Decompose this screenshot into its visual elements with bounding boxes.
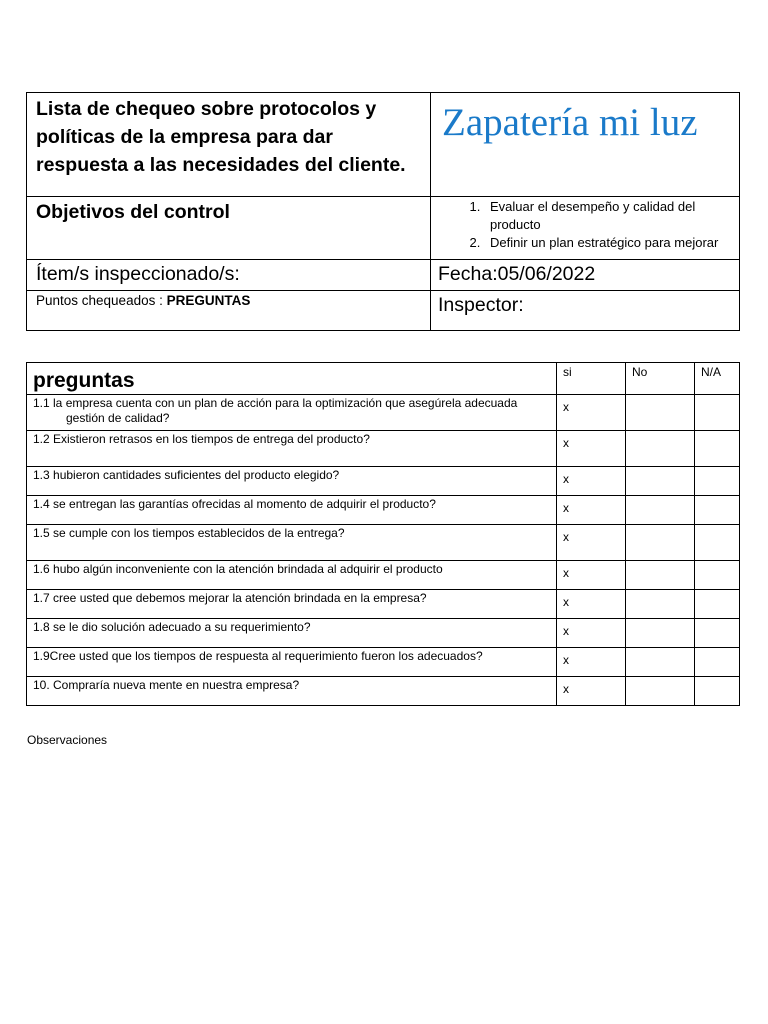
answer-si[interactable]: x: [557, 648, 626, 677]
table-row: [27, 619, 740, 648]
answer-si[interactable]: x: [557, 590, 626, 619]
question-text: 1.7 cree usted que debemos mejorar la atención brindada en la empresa?: [27, 590, 557, 619]
answer-na[interactable]: [695, 467, 740, 496]
objectives-label-cell: [27, 197, 431, 260]
question-text: 1.6 hubo algún inconveniente con la atención brindada al adquirir el producto: [27, 561, 557, 590]
question-text: 1.8 se le dio solución adecuado a su requerimiento?: [27, 619, 557, 648]
objectives-list: [438, 197, 739, 252]
date-cell: [431, 260, 740, 291]
question-text: 10. Compraría nueva mente en nuestra empresa?: [27, 677, 557, 706]
col-si-header: si: [557, 363, 626, 395]
answer-si[interactable]: x: [557, 431, 626, 467]
objectives-cell: [431, 197, 740, 260]
answer-no[interactable]: [626, 648, 695, 677]
answer-na[interactable]: [695, 431, 740, 467]
answer-na[interactable]: [695, 677, 740, 706]
answer-si[interactable]: x: [557, 561, 626, 590]
question-text: 1.3 hubieron cantidades suficientes del producto elegido?: [27, 467, 557, 496]
answer-si[interactable]: x: [557, 677, 626, 706]
points-checked: [36, 291, 430, 311]
question-text: 1.5 se cumple con los tiempos establecidos de la entrega?: [27, 525, 557, 561]
table-row: [27, 431, 740, 467]
answer-no[interactable]: [626, 525, 695, 561]
points-value: PREGUNTAS: [166, 293, 251, 308]
document-title: Lista de chequeo sobre protocolos y políticas de la empresa para dar respuesta a las necesidades del cliente.: [36, 98, 406, 176]
answer-si[interactable]: x: [557, 619, 626, 648]
items-label-cell: [27, 260, 431, 291]
answer-no[interactable]: [626, 590, 695, 619]
table-row: [27, 648, 740, 677]
answer-no[interactable]: [626, 431, 695, 467]
objective-item: 1. Evaluar el desempeño y calidad del producto: [484, 198, 739, 234]
table-row: [27, 677, 740, 706]
question-text-line: 1.1 la empresa cuenta con un plan de acción para la optimización que asegúrela adecuada: [33, 396, 518, 410]
table-row: [27, 496, 740, 525]
answer-na[interactable]: [695, 525, 740, 561]
answer-no[interactable]: [626, 561, 695, 590]
questions-header: preguntas: [27, 363, 557, 395]
header-table: [26, 92, 740, 331]
items-label: Ítem/s inspeccionado/s:: [36, 263, 240, 285]
question-text-line: gestión de calidad?: [66, 411, 170, 425]
table-row: [27, 467, 740, 496]
date-value: Fecha:05/06/2022: [438, 263, 596, 285]
table-row: [27, 561, 740, 590]
answer-na[interactable]: [695, 648, 740, 677]
objective-item: 2. Definir un plan estratégico para mejorar: [484, 234, 739, 252]
question-text: 1.9Cree usted que los tiempos de respuesta al requerimiento fueron los adecuados?: [27, 648, 557, 677]
inspector-cell: [431, 291, 740, 331]
observations-label: Observaciones: [27, 733, 108, 747]
answer-no[interactable]: [626, 395, 695, 431]
answer-na[interactable]: [695, 619, 740, 648]
inspector-label: Inspector:: [438, 294, 524, 316]
brand-cell: [431, 93, 740, 197]
question-text: 1.4 se entregan las garantías ofrecidas al momento de adquirir el producto?: [27, 496, 557, 525]
objectives-label: Objetivos del control: [36, 201, 230, 223]
question-text: 1.2 Existieron retrasos en los tiempos de entrega del producto?: [27, 431, 557, 467]
question-text: [27, 395, 557, 431]
answer-na[interactable]: [695, 496, 740, 525]
answer-no[interactable]: [626, 467, 695, 496]
answer-no[interactable]: [626, 496, 695, 525]
brand-name: Zapatería mi luz: [442, 101, 698, 144]
answer-si[interactable]: x: [557, 525, 626, 561]
points-label: Puntos chequeados :: [36, 293, 167, 308]
answer-no[interactable]: [626, 619, 695, 648]
answer-na[interactable]: [695, 395, 740, 431]
table-row: [27, 525, 740, 561]
answer-si[interactable]: x: [557, 395, 626, 431]
table-row: [27, 395, 740, 431]
answer-na[interactable]: [695, 561, 740, 590]
answer-si[interactable]: x: [557, 467, 626, 496]
answer-no[interactable]: [626, 677, 695, 706]
table-row: [27, 590, 740, 619]
answer-si[interactable]: x: [557, 496, 626, 525]
col-na-header: N/A: [695, 363, 740, 395]
col-no-header: No: [626, 363, 695, 395]
points-cell: [27, 291, 431, 331]
title-cell: [27, 93, 431, 197]
questions-table: [26, 362, 740, 706]
answer-na[interactable]: [695, 590, 740, 619]
